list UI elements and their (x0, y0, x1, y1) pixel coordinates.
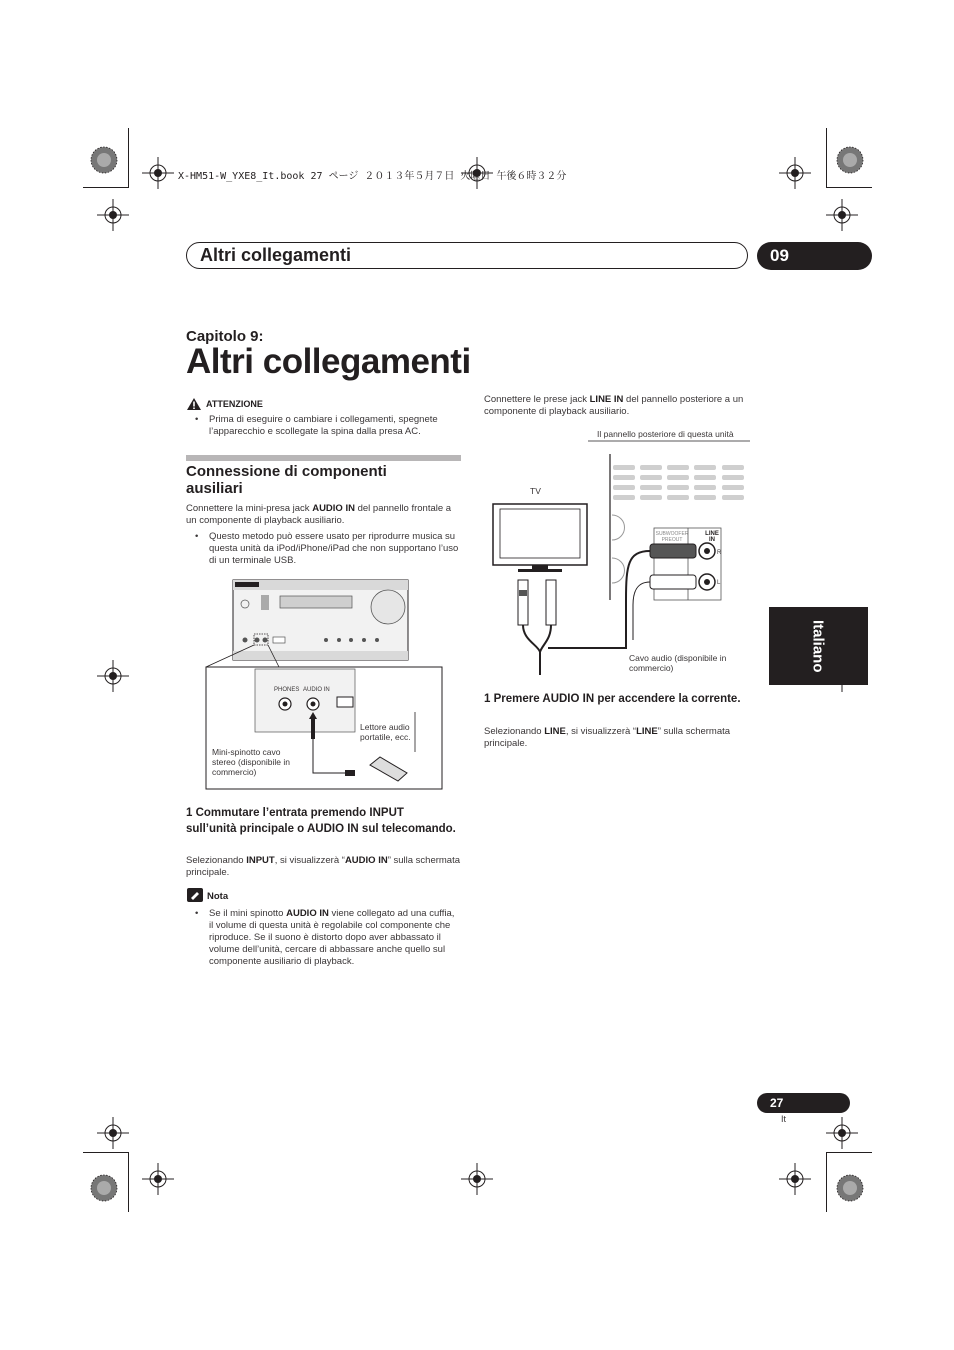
tv-label: TV (530, 486, 541, 496)
attention-heading: ATTENZIONE (206, 399, 263, 409)
phones-label: PHONES (274, 687, 300, 693)
section-title: Connessione di componenti ausiliari (186, 463, 387, 497)
left-step-detail: Selezionando INPUT, si visualizzerà “AUDIO IN” sulla schermata principale. (186, 855, 461, 878)
note-icon (187, 888, 203, 902)
cable-label: Cavo audio (disponibile in commercio) (629, 653, 727, 673)
page-language: It (781, 1114, 787, 1124)
left-step: 1 Commutare l’entrata premendo INPUT sull’unità principale o AUDIO IN sul telecomando. (186, 807, 456, 835)
line-in-label: LINE IN (705, 531, 719, 543)
right-step: 1 Premere AUDIO IN per accendere la corrente. (484, 693, 741, 705)
left-intro: Connettere la mini-presa jack AUDIO IN del pannello frontale a un componente di playback ausiliario. (186, 503, 452, 526)
r-label: R (717, 550, 722, 556)
note-heading: Nota (207, 891, 229, 902)
l-label: L (717, 580, 721, 586)
page-number-badge: 27 (757, 1093, 850, 1113)
audio-in-label: AUDIO IN (303, 687, 330, 693)
header-title: Altri collegamenti (200, 245, 352, 265)
warning-icon (187, 398, 201, 410)
language-tab-label: Italiano (809, 619, 827, 673)
subwoofer-label: SUBWOOFER PREOUT (655, 531, 689, 543)
plug-label: Mini-spinotto cavo stereo (disponibile in commercio) (212, 747, 290, 777)
attention-text: • Prima di eseguire o cambiare i collegamenti, spegnete l’apparecchio e scollegate la spina dalla presa AC. (209, 414, 459, 438)
section-bar (186, 455, 461, 461)
player-label: Lettore audio portatile, ecc. (360, 722, 411, 742)
chapter-label: Capitolo 9: (186, 328, 264, 345)
chapter-number-badge: 09 (757, 242, 872, 270)
page-title: Altri collegamenti (186, 342, 471, 381)
rear-panel-label: Il pannello posteriore di questa unità (597, 429, 734, 439)
file-info-line: X-HM51-W_YXE8_It.book 27 ページ ２０１３年５月７日 火曜日 午後６時３２分 (178, 171, 567, 182)
left-bullet: • Questo metodo può essere usato per riprodurre musica su questa unità da iPod/iPhone/iPad che non supportano l’uso di un terminale USB. (209, 531, 461, 567)
right-step-detail: Selezionando LINE, si visualizzerà “LINE” sulla schermata principale. (484, 726, 731, 749)
note-text: • Se il mini spinotto AUDIO IN viene collegato ad una cuffia, il volume di questa unità è regolabile col componente che riproduce. Se il suono è distorto dopo aver abbassato il volume dell’unità, cercare di abbassare anche quello sul componente ausiliario di playback. (209, 908, 461, 968)
right-intro: Connettere le prese jack LINE IN del pannello posteriore a un componente di playback ausiliario. (484, 394, 744, 417)
